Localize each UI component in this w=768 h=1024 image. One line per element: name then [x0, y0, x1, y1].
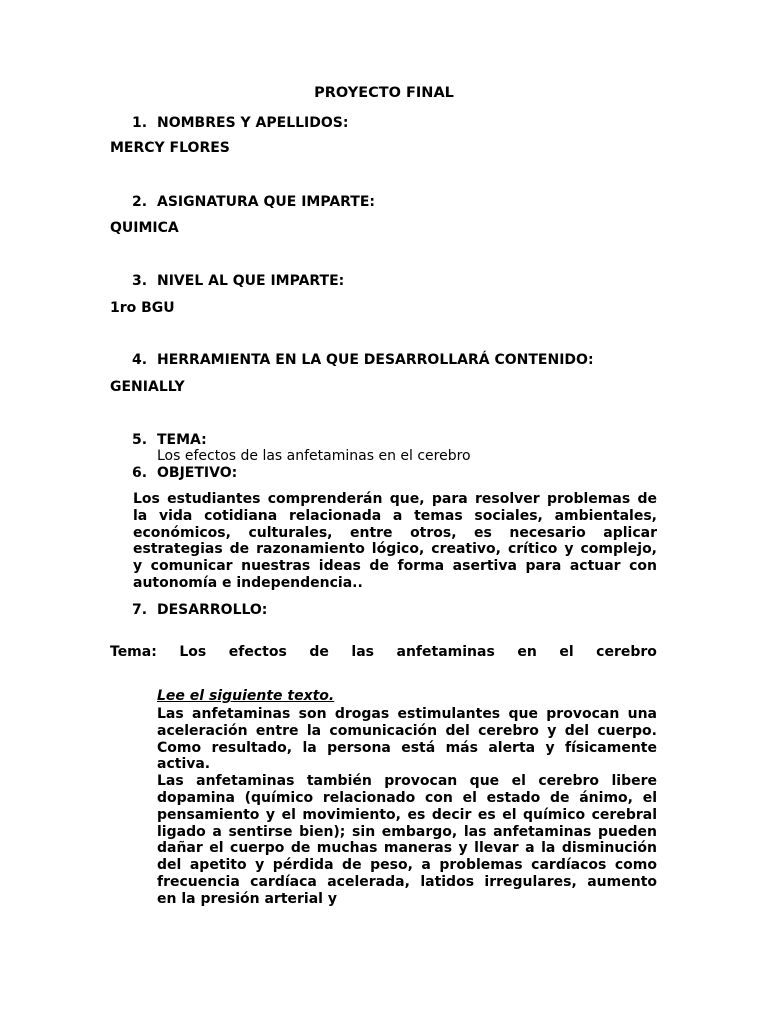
reading-line: dopamina (químico relacionado con el estado de ánimo, el: [157, 789, 657, 806]
section-2-heading: ASIGNATURA QUE IMPARTE:: [157, 194, 376, 210]
objetivo-line: y comunicar nuestras ideas de forma asertiva para actuar con: [133, 558, 657, 575]
section-3-heading: NIVEL AL QUE IMPARTE:: [157, 273, 345, 289]
section-1-answer: MERCY FLORES: [110, 140, 230, 156]
tema-word: Tema:: [110, 644, 157, 660]
objetivo-line: la vida cotidiana relacionada a temas sociales, ambientales,: [133, 507, 657, 524]
reading-line: del apetito y pérdida de peso, a problemas cardíacos como: [157, 857, 657, 874]
reading-paragraph: [157, 706, 657, 908]
section-5-heading: TEMA:: [157, 432, 207, 448]
section-4-answer: GENIALLY: [110, 379, 185, 395]
section-2-answer: QUIMICA: [110, 220, 179, 236]
tema-word: en: [517, 644, 537, 660]
reading-line: Como resultado, la persona está más alerta y físicamente: [157, 739, 657, 756]
objetivo-line: autonomía e independencia..: [133, 574, 363, 591]
section-3-number: 3.: [132, 273, 148, 289]
tema-line: [110, 644, 657, 660]
objetivo-line: estrategias de razonamiento lógico, creativo, crítico y complejo,: [133, 541, 657, 558]
section-2-number: 2.: [132, 194, 148, 210]
section-6-heading: OBJETIVO:: [157, 465, 238, 481]
section-3-answer: 1ro BGU: [110, 300, 175, 316]
reading-line: aceleración entre la comunicación del cerebro y del cuerpo.: [157, 722, 657, 739]
section-1-number: 1.: [132, 115, 148, 131]
tema-word: efectos: [228, 644, 287, 660]
section-5-answer: Los efectos de las anfetaminas en el cerebro: [157, 448, 471, 464]
objetivo-paragraph: [133, 491, 657, 592]
tema-word: cerebro: [596, 644, 657, 660]
section-5-number: 5.: [132, 432, 148, 448]
section-6-number: 6.: [132, 465, 148, 481]
objetivo-line: económicos, culturales, entre otros, es necesario aplicar: [133, 524, 657, 541]
reading-line: frecuencia cardíaca acelerada, latidos irregulares, aumento: [157, 873, 657, 890]
section-4-number: 4.: [132, 352, 148, 368]
tema-word: el: [559, 644, 574, 660]
tema-word: Los: [179, 644, 207, 660]
reading-line: Las anfetaminas también provocan que el cerebro libere: [157, 773, 657, 790]
section-7-number: 7.: [132, 602, 148, 618]
tema-word: anfetaminas: [396, 644, 495, 660]
reading-line: Las anfetaminas son drogas estimulantes que provocan una: [157, 706, 657, 722]
document-title: PROYECTO FINAL: [314, 85, 454, 101]
reading-line: pensamiento y el movimiento, es decir es el químico cerebral: [157, 806, 657, 823]
tema-word: las: [351, 644, 374, 660]
tema-word: de: [309, 644, 329, 660]
section-1-heading: NOMBRES Y APELLIDOS:: [157, 115, 349, 131]
section-4-heading: HERRAMIENTA EN LA QUE DESARROLLARÁ CONTENIDO:: [157, 352, 594, 368]
reading-line: en la presión arterial y: [157, 890, 337, 907]
reading-line: dañar el cuerpo de muchas maneras y llevar a la disminución: [157, 840, 657, 857]
section-7-heading: DESARROLLO:: [157, 602, 268, 618]
objetivo-line: Los estudiantes comprenderán que, para resolver problemas de: [133, 491, 657, 507]
reading-instruction: Lee el siguiente texto.: [157, 688, 335, 704]
reading-line: activa.: [157, 756, 211, 773]
reading-line: ligado a sentirse bien); sin embargo, las anfetaminas pueden: [157, 823, 657, 840]
